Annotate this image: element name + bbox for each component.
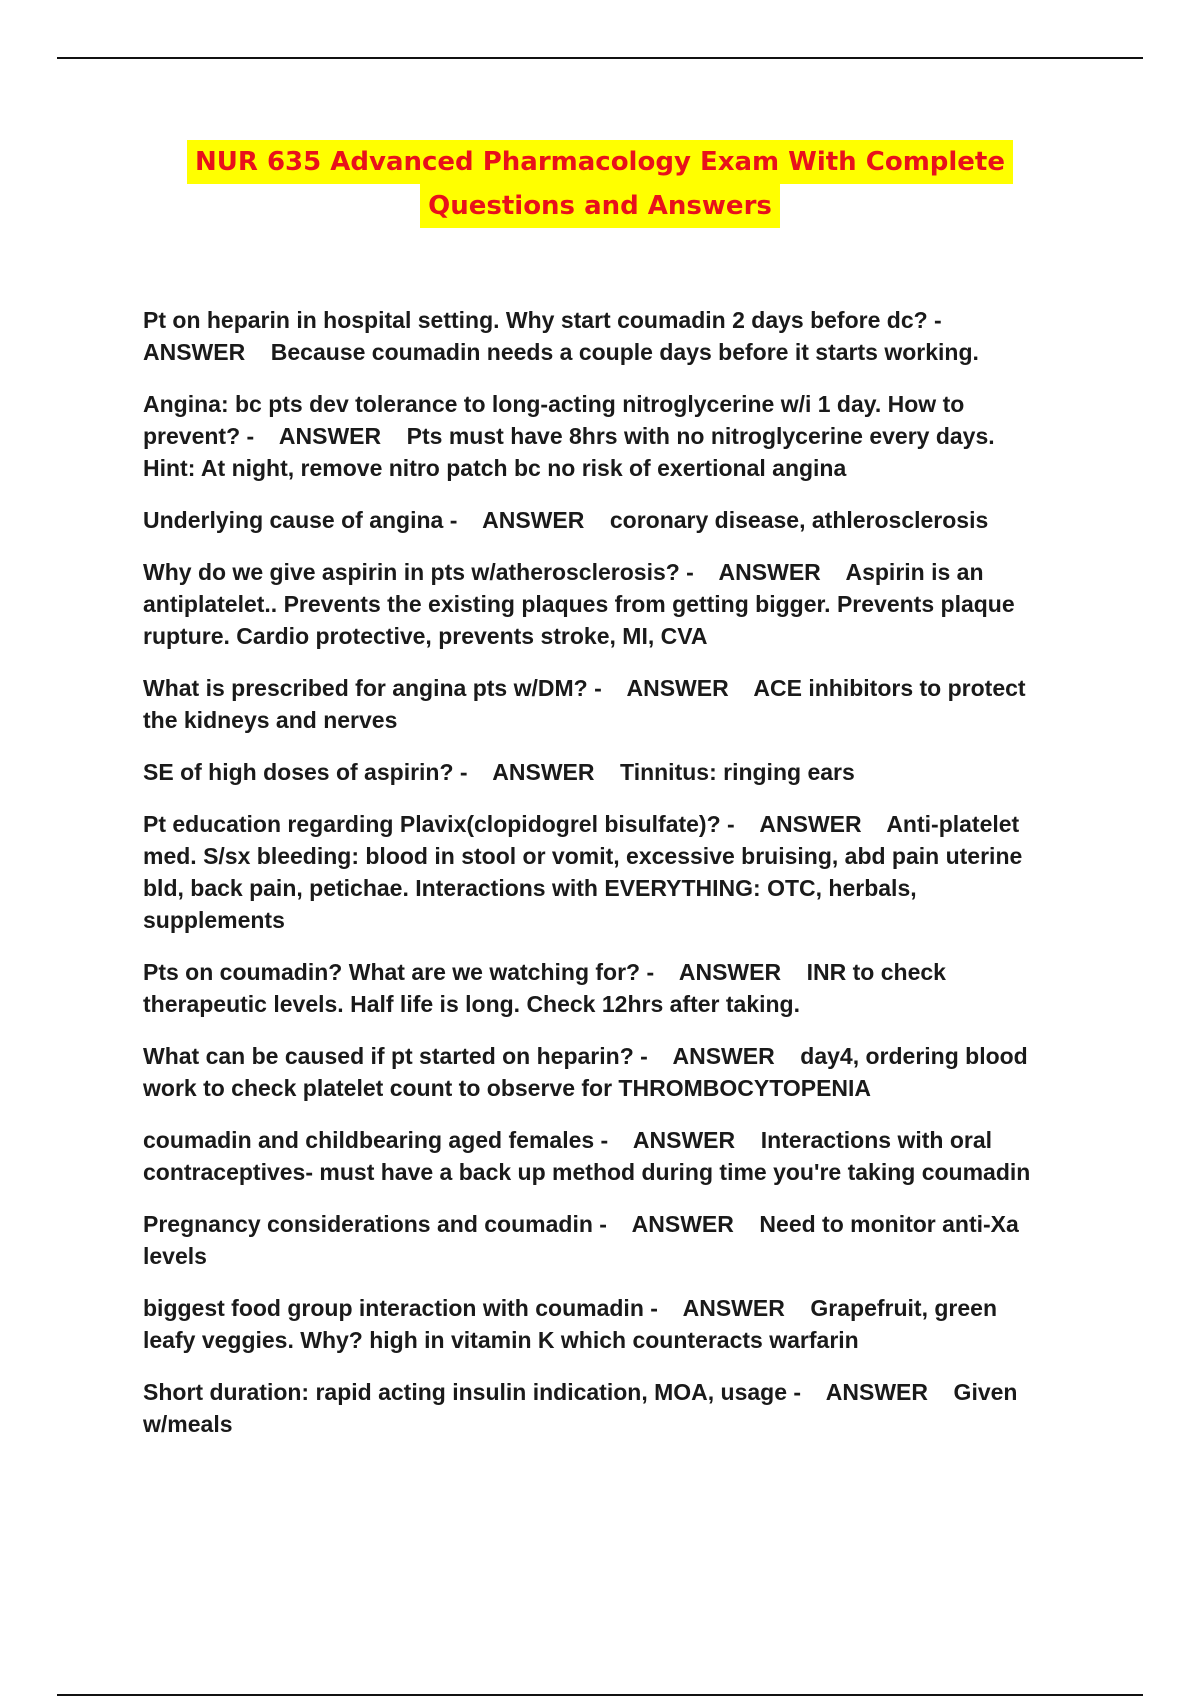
qa-item: Pts on coumadin? What are we watching for? - ANSWER INR to check therapeutic levels. Half life is long. Check 12hrs after taking. [143,959,946,1017]
qa-item: coumadin and childbearing aged females - ANSWER Interactions with oral contraceptives- must have a back up method during time you're taking coumadin [143,1127,1031,1185]
qa-item: Angina: bc pts dev tolerance to long-acting nitroglycerine w/i 1 day. How to prevent? - ANSWER Pts must have 8hrs with no nitroglycerine every days. Hint: At night, remove nitro patch bc no risk of exertional angina [143,391,995,481]
title-line-2: Questions and Answers [420,184,780,228]
bottom-divider [57,1694,1143,1696]
top-divider [57,57,1143,59]
qa-item: SE of high doses of aspirin? - ANSWER Tinnitus: ringing ears [143,759,855,785]
qa-item: Short duration: rapid acting insulin indication, MOA, usage - ANSWER Given w/meals [143,1379,1018,1437]
qa-item: biggest food group interaction with coumadin - ANSWER Grapefruit, green leafy veggies. Why? high in vitamin K which counteracts warfarin [143,1295,997,1353]
qa-item: Pt education regarding Plavix(clopidogrel bisulfate)? - ANSWER Anti-platelet med. S/sx bleeding: blood in stool or vomit, excessive bruising, abd pain uterine bld, back pain, petichae. Interactions with EVERYTHING: OTC, herbals, supplements [143,811,1023,933]
document-title [60,140,1140,228]
qa-item: Why do we give aspirin in pts w/atherosclerosis? - ANSWER Aspirin is an antiplatelet.. Prevents the existing plaques from getting bigger. Prevents plaque rupture. Cardio protective, prevents stroke, MI, CVA [143,559,1015,649]
qa-item: Pt on heparin in hospital setting. Why start coumadin 2 days before dc? - ANSWER Because coumadin needs a couple days before it starts working. [143,307,979,365]
qa-item: Pregnancy considerations and coumadin - ANSWER Need to monitor anti-Xa levels [143,1211,1019,1269]
qa-item: Underlying cause of angina - ANSWER coronary disease, athlerosclerosis [143,507,989,533]
qa-item: What can be caused if pt started on heparin? - ANSWER day4, ordering blood work to check platelet count to observe for THROMBOCYTOPENIA [143,1043,1028,1101]
title-line-1: NUR 635 Advanced Pharmacology Exam With Complete [187,140,1013,184]
qa-list [143,304,1083,1460]
qa-item: What is prescribed for angina pts w/DM? - ANSWER ACE inhibitors to protect the kidneys and nerves [143,675,1026,733]
